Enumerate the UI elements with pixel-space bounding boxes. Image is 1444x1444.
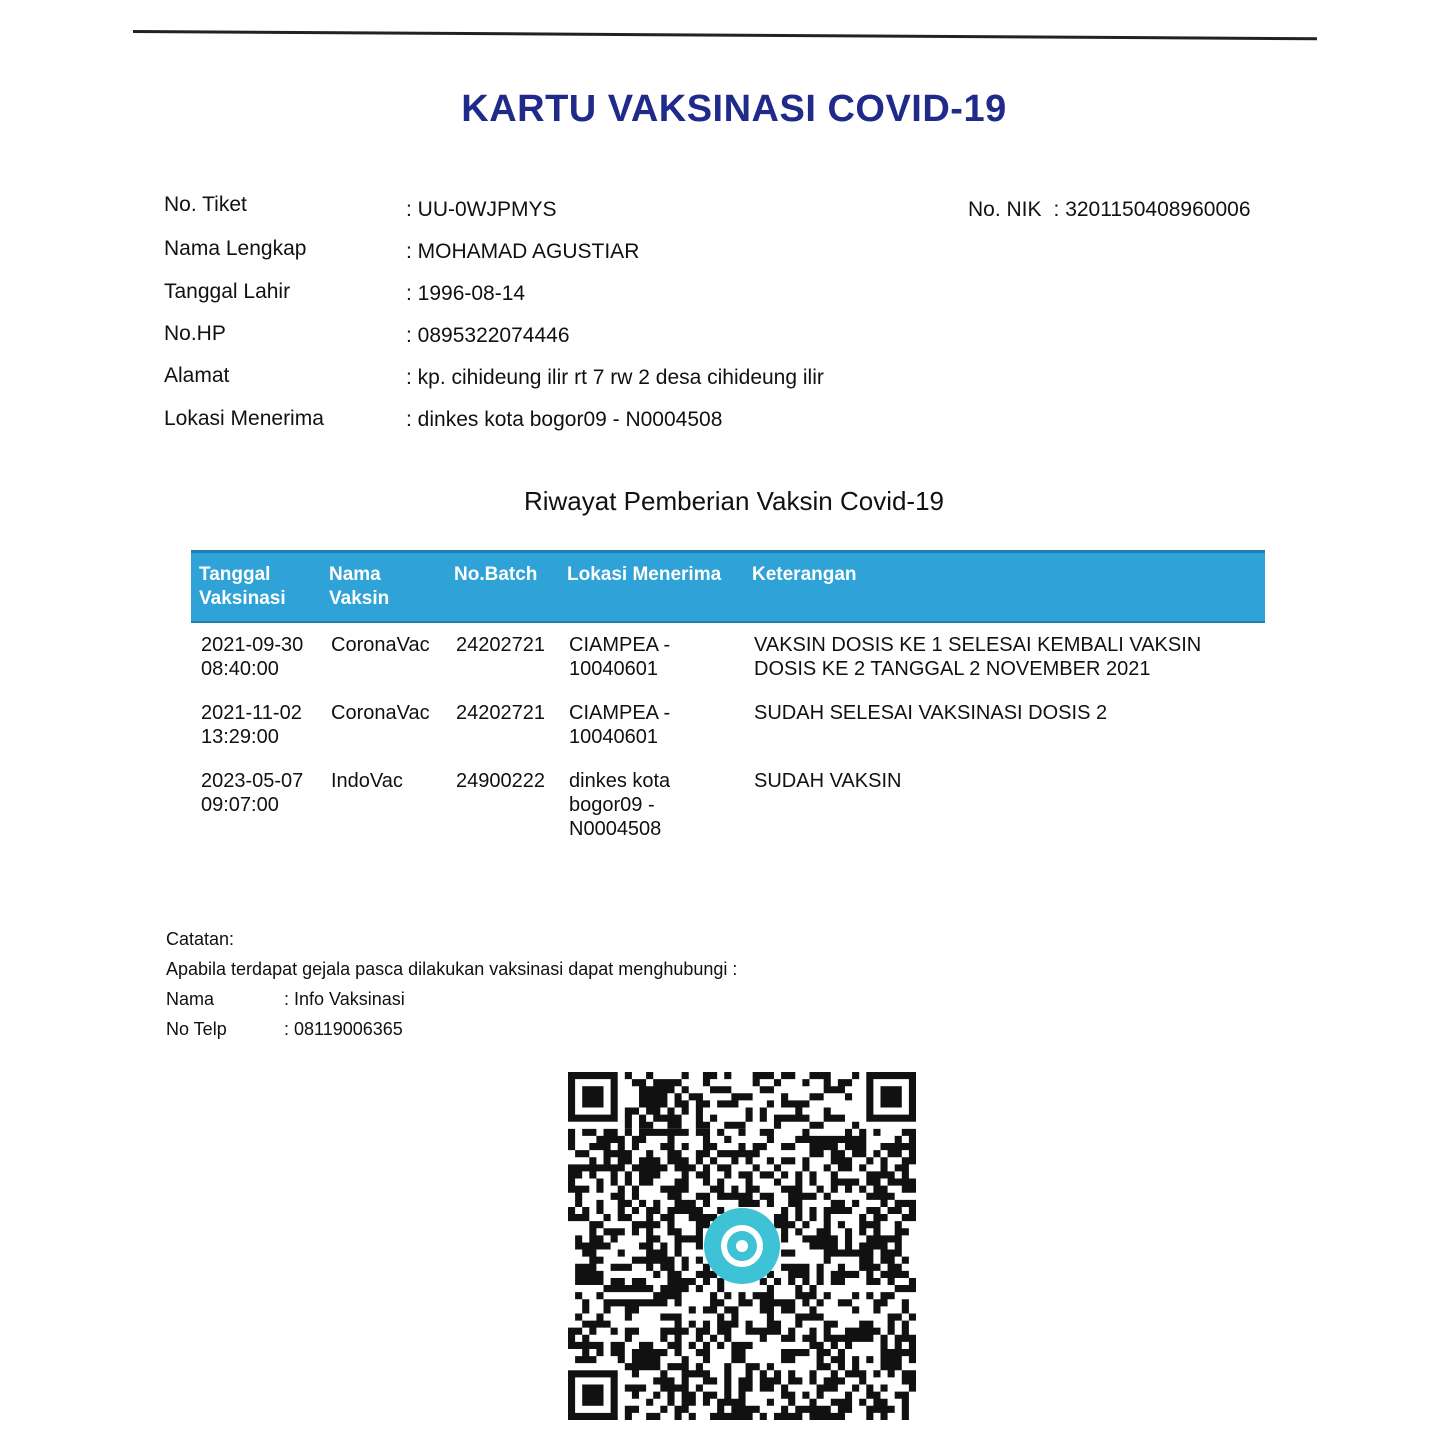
value-lokasi-menerima: : dinkes kota bogor09 - N0004508: [406, 408, 723, 431]
value-alamat: : kp. cihideung ilir rt 7 rw 2 desa cihideung ilir: [406, 366, 824, 389]
table-header-row: [191, 552, 1265, 623]
value-nama-lengkap: : MOHAMAD AGUSTIAR: [406, 240, 640, 263]
cell-tanggal: 2023-05-07 09:07:00: [201, 770, 304, 816]
catatan-text: Apabila terdapat gejala pasca dilakukan vaksinasi dapat menghubungi :: [166, 959, 738, 979]
cell-batch: 24900222: [456, 770, 545, 792]
table-row: [191, 622, 1265, 691]
cell-batch: 24202721: [456, 634, 545, 656]
nik-value: : 3201150408960006: [1053, 198, 1251, 221]
cell-tanggal: 2021-09-30 08:40:00: [201, 634, 304, 680]
header-vaksin: Nama Vaksin: [321, 552, 446, 623]
nik-label: No. NIK: [968, 198, 1042, 221]
qr-code: [568, 1072, 916, 1420]
table-row: [191, 691, 1265, 759]
label-tanggal-lahir: Tanggal Lahir: [164, 280, 291, 303]
cell-vaksin: CoronaVac: [331, 634, 430, 656]
qr-finder-top-left: [568, 1072, 618, 1122]
cell-batch: 24202721: [456, 702, 545, 724]
cell-lokasi: CIAMPEA - 10040601: [569, 702, 671, 748]
label-lokasi-menerima: Lokasi Menerima: [164, 407, 324, 430]
value-no-tiket: : UU-0WJPMYS: [406, 198, 557, 221]
label-nama-lengkap: Nama Lengkap: [164, 237, 307, 260]
cell-tanggal: 2021-11-02 13:29:00: [201, 702, 302, 748]
card-title: KARTU VAKSINASI COVID-19: [461, 88, 1007, 130]
value-no-hp: : 0895322074446: [406, 324, 570, 347]
cell-vaksin: CoronaVac: [331, 702, 430, 724]
cell-lokasi: dinkes kota bogor09 - N0004508: [569, 770, 671, 840]
qr-code-graphic: [568, 1072, 916, 1420]
contact-name-label: Nama: [166, 989, 215, 1009]
camera-lens-icon: [704, 1208, 780, 1284]
contact-phone-row: [166, 1014, 737, 1044]
label-no-tiket: No. Tiket: [164, 193, 247, 216]
header-tanggal: Tanggal Vaksinasi: [191, 552, 321, 623]
value-tanggal-lahir: : 1996-08-14: [406, 282, 526, 305]
history-title: Riwayat Pemberian Vaksin Covid-19: [523, 486, 945, 516]
nik-block: [968, 198, 1251, 222]
table-row: [191, 759, 1265, 851]
contact-phone-value: : 08119006365: [284, 1019, 403, 1039]
catatan-block: [166, 924, 737, 1044]
contact-name-row: [166, 984, 737, 1014]
cell-keterangan: SUDAH VAKSIN: [754, 770, 902, 792]
header-batch: No.Batch: [446, 552, 559, 623]
label-no-hp: No.HP: [164, 322, 226, 345]
cell-keterangan: SUDAH SELESAI VAKSINASI DOSIS 2: [754, 702, 1108, 724]
qr-finder-top-right: [866, 1072, 916, 1122]
top-rule: [133, 30, 1317, 40]
vaccination-history-table: [191, 550, 1265, 851]
cell-keterangan: VAKSIN DOSIS KE 1 SELESAI KEMBALI VAKSIN DOSIS KE 2 TANGGAL 2 NOVEMBER 2021: [754, 634, 1202, 680]
contact-phone-label: No Telp: [166, 1019, 227, 1039]
label-alamat: Alamat: [164, 364, 230, 387]
cell-vaksin: IndoVac: [331, 770, 403, 792]
cell-lokasi: CIAMPEA - 10040601: [569, 634, 671, 680]
contact-name-value: : Info Vaksinasi: [284, 989, 405, 1009]
catatan-heading: Catatan:: [166, 929, 235, 949]
qr-finder-bottom-left: [568, 1370, 618, 1420]
header-lokasi: Lokasi Menerima: [559, 552, 744, 623]
header-keterangan: Keterangan: [744, 552, 1265, 623]
